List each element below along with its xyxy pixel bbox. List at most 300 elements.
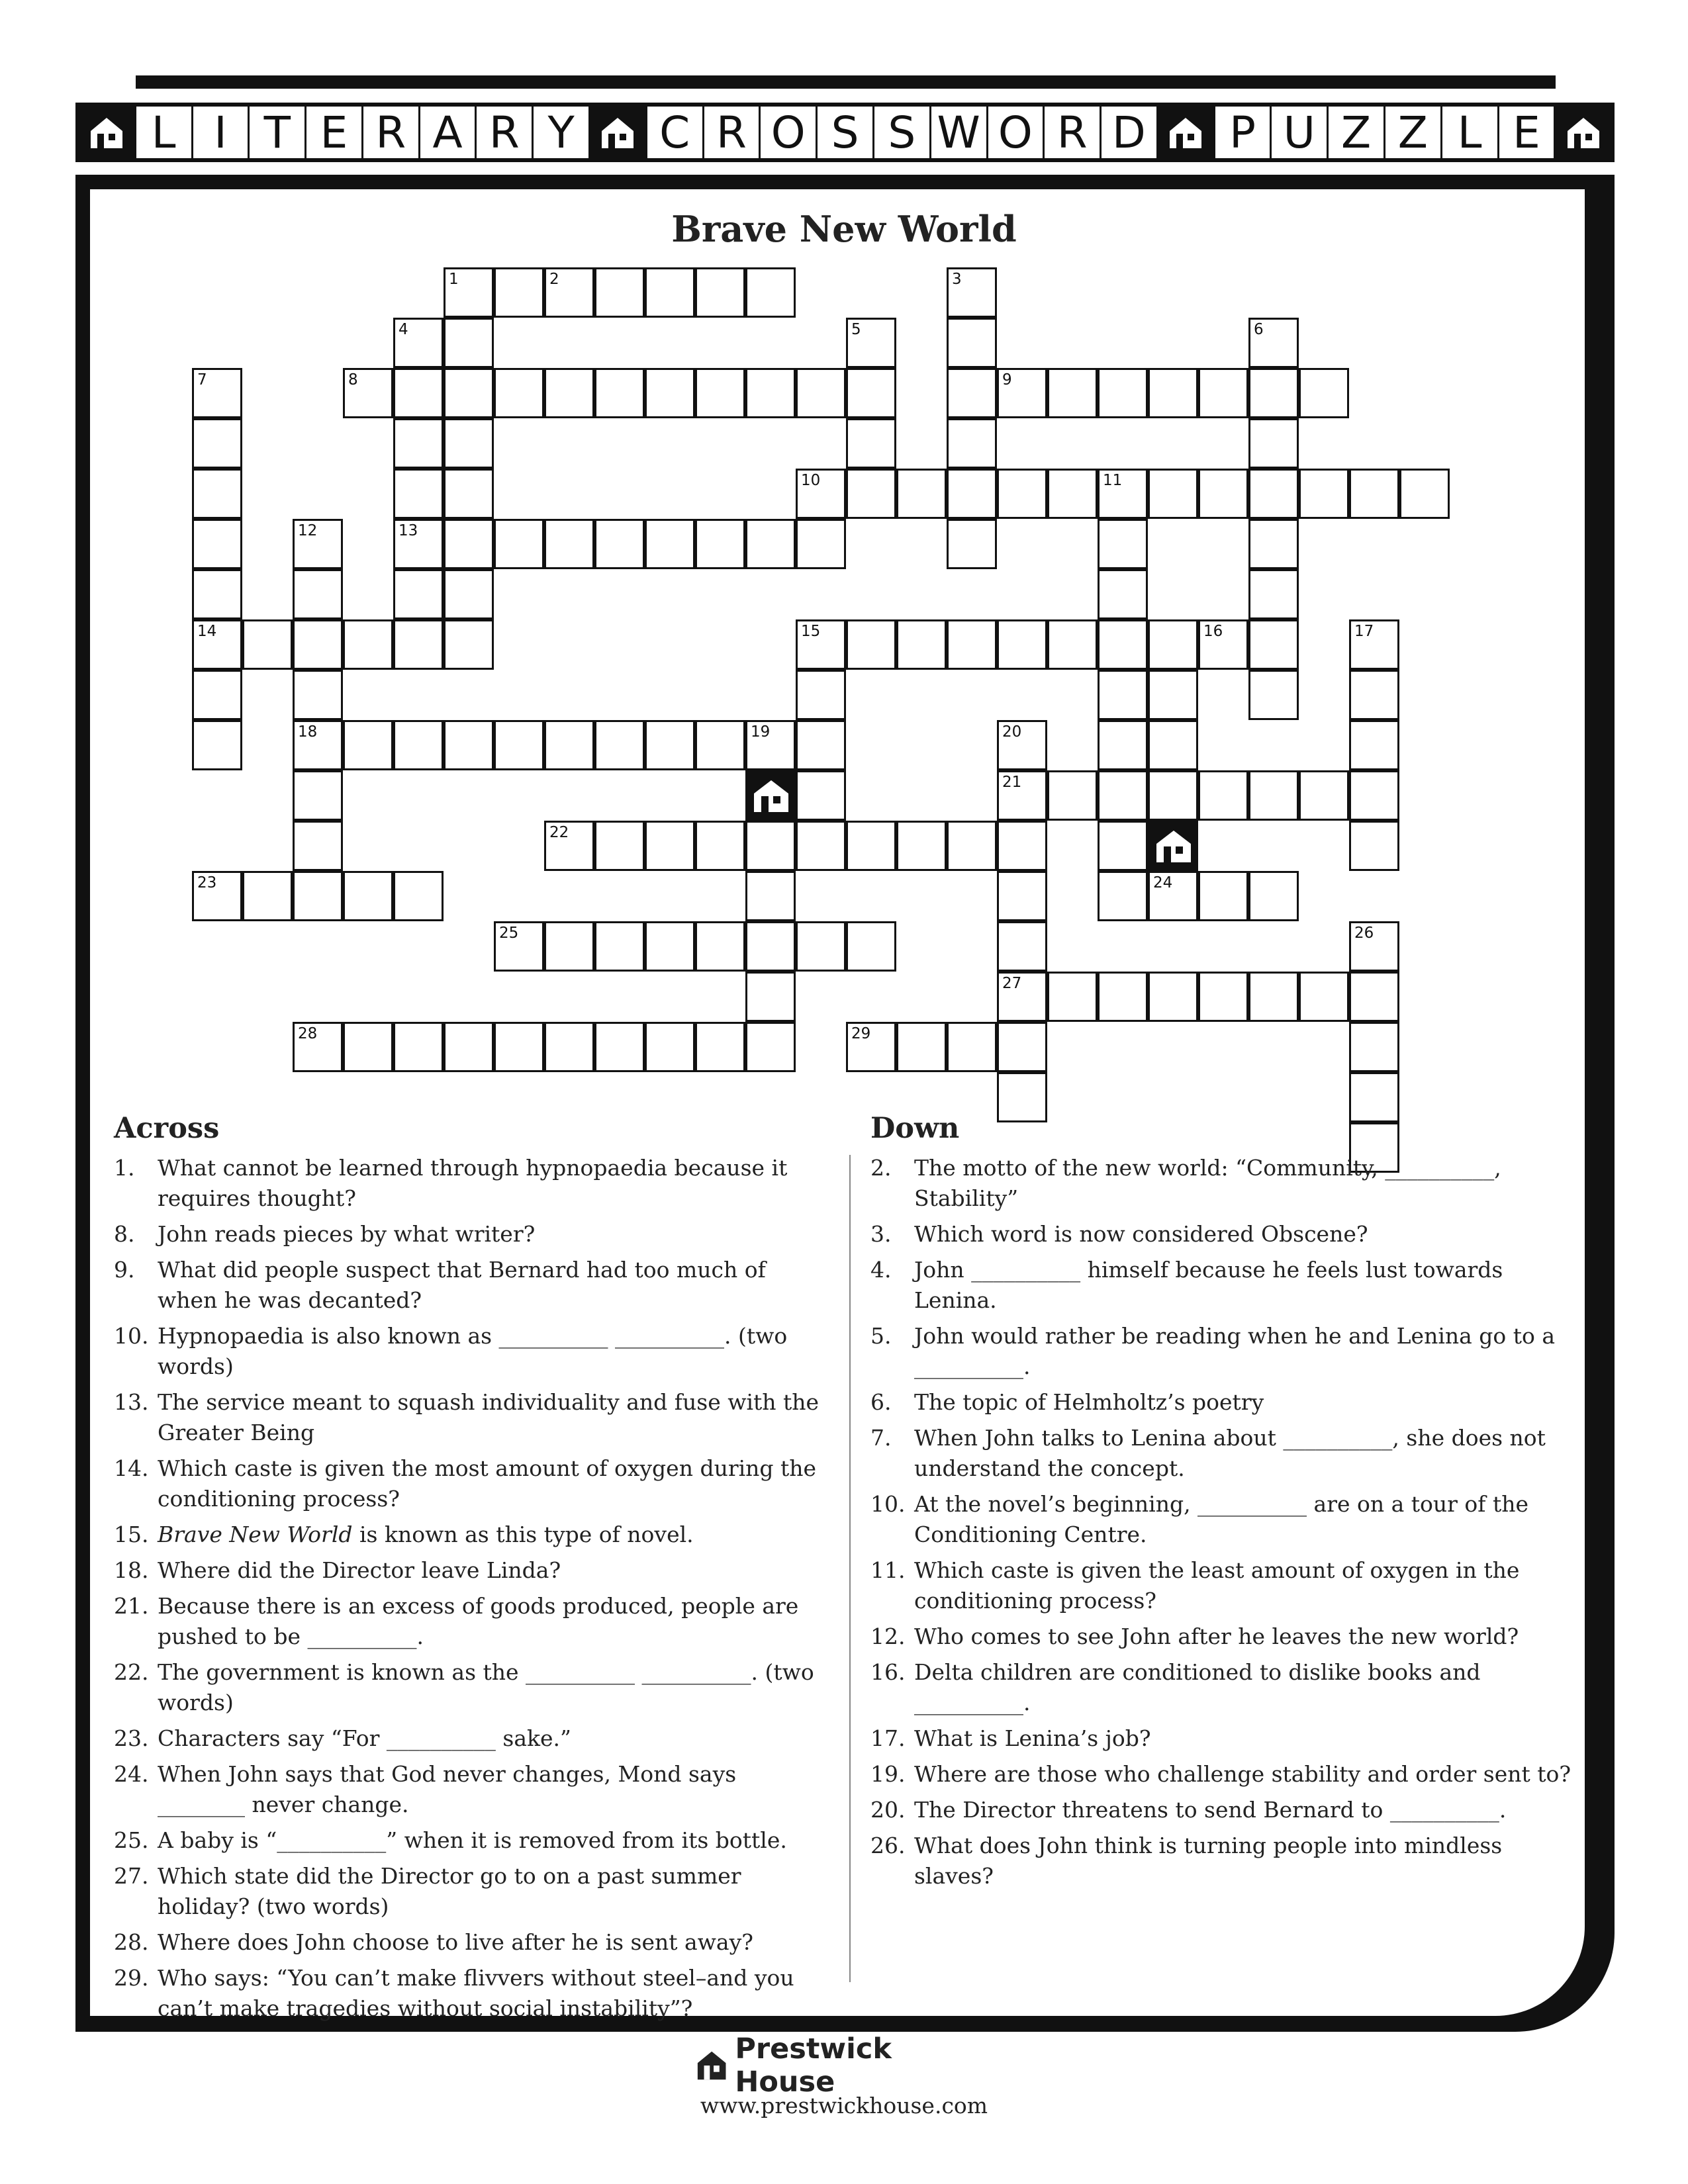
clue-number: 2 xyxy=(549,271,559,288)
crossword-cell[interactable] xyxy=(343,720,393,770)
crossword-cell[interactable] xyxy=(1198,368,1248,418)
across-clue xyxy=(114,1153,829,1214)
clue-number: 22 xyxy=(549,824,569,841)
clue-number: 5 xyxy=(851,321,861,338)
crossword-cell[interactable] xyxy=(947,418,997,469)
crossword-cell[interactable] xyxy=(293,569,343,619)
crossword-cell[interactable] xyxy=(1098,619,1148,670)
crossword-cell[interactable] xyxy=(1098,821,1148,871)
crossword-cell[interactable] xyxy=(1248,519,1299,569)
crossword-cell[interactable] xyxy=(192,720,242,770)
clue-number-label: 15. xyxy=(114,1522,149,1547)
crossword-cell[interactable] xyxy=(796,469,846,519)
crossword-cell[interactable] xyxy=(645,368,695,418)
clue-number: 14 xyxy=(197,623,217,640)
crossword-cell[interactable] xyxy=(947,318,997,368)
crossword-cell[interactable] xyxy=(947,469,997,519)
crossword-cell[interactable] xyxy=(1349,720,1399,770)
crossword-cell[interactable] xyxy=(695,267,745,318)
crossword-cell[interactable] xyxy=(444,267,494,318)
crossword-cell[interactable] xyxy=(997,921,1047,972)
prestwick-house-logo-icon xyxy=(695,2048,728,2083)
banner-letter: L xyxy=(136,107,193,158)
crossword-cell[interactable] xyxy=(846,418,896,469)
crossword-cell[interactable] xyxy=(1248,368,1299,418)
clue-number: 19 xyxy=(751,723,771,741)
crossword-cell[interactable] xyxy=(745,720,796,770)
crossword-cell[interactable] xyxy=(1299,972,1349,1022)
crossword-cell[interactable] xyxy=(1248,569,1299,619)
crossword-cell[interactable] xyxy=(1248,469,1299,519)
down-clue xyxy=(870,1489,1572,1550)
crossword-cell[interactable] xyxy=(393,619,444,670)
banner-letter: Y xyxy=(534,107,590,158)
crossword-cell[interactable] xyxy=(997,469,1047,519)
crossword-cell[interactable] xyxy=(1349,770,1399,821)
crossword-cell[interactable] xyxy=(1299,368,1349,418)
crossword-cell[interactable] xyxy=(544,267,594,318)
down-clue xyxy=(870,1657,1572,1718)
crossword-cell[interactable] xyxy=(695,519,745,569)
crossword-cell[interactable] xyxy=(1098,720,1148,770)
crossword-cell[interactable] xyxy=(594,720,645,770)
crossword-cell[interactable] xyxy=(393,418,444,469)
across-clue xyxy=(114,1219,829,1250)
crossword-cell[interactable] xyxy=(544,519,594,569)
crossword-cell[interactable] xyxy=(1148,871,1198,921)
clue-number: 25 xyxy=(499,925,519,942)
clue-number-label: 16. xyxy=(870,1659,906,1685)
logo-block-cell xyxy=(745,770,796,821)
crossword-cell[interactable] xyxy=(745,921,796,972)
clue-number-label: 19. xyxy=(870,1761,906,1787)
crossword-cell[interactable] xyxy=(947,368,997,418)
crossword-cell[interactable] xyxy=(1148,770,1198,821)
crossword-cell[interactable] xyxy=(192,670,242,720)
crossword-cell[interactable] xyxy=(997,619,1047,670)
across-clue xyxy=(114,1861,829,1922)
banner-letter: Z xyxy=(1385,107,1442,158)
crossword-cell[interactable] xyxy=(645,519,695,569)
crossword-cell[interactable] xyxy=(444,569,494,619)
top-rule xyxy=(136,75,1556,89)
crossword-cell[interactable] xyxy=(695,921,745,972)
clue-text: Characters say “For __________ sake.” xyxy=(158,1725,571,1751)
banner-letter: U xyxy=(1272,107,1329,158)
crossword-cell[interactable] xyxy=(1399,469,1450,519)
crossword-cell[interactable] xyxy=(293,1022,343,1072)
crossword-cell[interactable] xyxy=(192,619,242,670)
crossword-cell[interactable] xyxy=(1349,469,1399,519)
clue-text: Which word is now considered Obscene? xyxy=(914,1221,1368,1247)
crossword-cell[interactable] xyxy=(1148,720,1198,770)
crossword-cell[interactable] xyxy=(796,670,846,720)
across-clue xyxy=(114,1255,829,1316)
crossword-cell[interactable] xyxy=(343,1022,393,1072)
banner-letter: P xyxy=(1215,107,1272,158)
crossword-cell[interactable] xyxy=(947,619,997,670)
crossword-cell[interactable] xyxy=(997,972,1047,1022)
crossword-cell[interactable] xyxy=(594,368,645,418)
crossword-cell[interactable] xyxy=(745,871,796,921)
crossword-cell[interactable] xyxy=(997,368,1047,418)
crossword-cell[interactable] xyxy=(293,519,343,569)
crossword-cell[interactable] xyxy=(997,871,1047,921)
crossword-cell[interactable] xyxy=(745,368,796,418)
crossword-cell[interactable] xyxy=(494,921,544,972)
crossword-cell[interactable] xyxy=(796,720,846,770)
crossword-cell[interactable] xyxy=(544,1022,594,1072)
crossword-cell[interactable] xyxy=(393,368,444,418)
across-heading: Across xyxy=(114,1112,220,1145)
crossword-cell[interactable] xyxy=(1198,871,1248,921)
crossword-cell[interactable] xyxy=(896,1022,947,1072)
crossword-cell[interactable] xyxy=(444,720,494,770)
crossword-cell[interactable] xyxy=(745,972,796,1022)
banner-logo-cell xyxy=(590,107,647,158)
crossword-cell[interactable] xyxy=(293,871,343,921)
crossword-cell[interactable] xyxy=(293,619,343,670)
prestwick-house-logo-icon xyxy=(1565,115,1602,150)
crossword-cell[interactable] xyxy=(192,569,242,619)
crossword-cell[interactable] xyxy=(1248,670,1299,720)
down-clue-list xyxy=(870,1153,1572,1897)
crossword-cell[interactable] xyxy=(1148,972,1198,1022)
crossword-cell[interactable] xyxy=(846,1022,896,1072)
crossword-cell[interactable] xyxy=(494,368,544,418)
clue-number: 16 xyxy=(1203,623,1223,640)
clue-number: 3 xyxy=(952,271,962,288)
crossword-cell[interactable] xyxy=(1349,1072,1399,1122)
crossword-cell[interactable] xyxy=(1248,418,1299,469)
down-clue xyxy=(870,1153,1572,1214)
crossword-cell[interactable] xyxy=(846,318,896,368)
banner-letter: R xyxy=(1045,107,1102,158)
clue-text: What cannot be learned through hypnopaedia because it requires thought? xyxy=(158,1155,788,1211)
crossword-cell[interactable] xyxy=(393,318,444,368)
crossword-cell[interactable] xyxy=(745,1022,796,1072)
crossword-cell[interactable] xyxy=(444,519,494,569)
crossword-cell[interactable] xyxy=(444,418,494,469)
crossword-cell[interactable] xyxy=(1198,619,1248,670)
crossword-cell[interactable] xyxy=(947,821,997,871)
crossword-cell[interactable] xyxy=(997,770,1047,821)
prestwick-house-logo-icon xyxy=(88,115,125,150)
banner-letter: C xyxy=(647,107,704,158)
crossword-cell[interactable] xyxy=(192,469,242,519)
across-clue xyxy=(114,1591,829,1652)
crossword-cell[interactable] xyxy=(544,368,594,418)
clue-number-label: 24. xyxy=(114,1761,149,1787)
crossword-cell[interactable] xyxy=(997,720,1047,770)
clue-text: Brave New World is known as this type of novel. xyxy=(158,1522,694,1547)
crossword-cell[interactable] xyxy=(645,1022,695,1072)
crossword-cell[interactable] xyxy=(544,720,594,770)
crossword-cell[interactable] xyxy=(796,770,846,821)
clue-number-label: 2. xyxy=(870,1155,892,1181)
banner-letter: S xyxy=(874,107,931,158)
clue-text: Which caste is given the most amount of oxygen during the conditioning process? xyxy=(158,1455,817,1512)
crossword-cell[interactable] xyxy=(393,1022,444,1072)
crossword-cell[interactable] xyxy=(1047,469,1098,519)
crossword-cell[interactable] xyxy=(444,368,494,418)
crossword-cell[interactable] xyxy=(1248,318,1299,368)
crossword-cell[interactable] xyxy=(896,469,947,519)
crossword-cell[interactable] xyxy=(192,871,242,921)
clue-number-label: 9. xyxy=(114,1257,135,1283)
banner-letter: A xyxy=(420,107,477,158)
clue-text: Because there is an excess of goods produced, people are pushed to be __________. xyxy=(158,1593,799,1649)
crossword-cell[interactable] xyxy=(544,821,594,871)
crossword-cell[interactable] xyxy=(1098,519,1148,569)
crossword-cell[interactable] xyxy=(594,519,645,569)
clue-text: At the novel’s beginning, __________ are on a tour of the Conditioning Centre. xyxy=(914,1491,1529,1547)
banner-letter: R xyxy=(477,107,534,158)
crossword-cell[interactable] xyxy=(1299,770,1349,821)
crossword-cell[interactable] xyxy=(444,619,494,670)
crossword-cell[interactable] xyxy=(444,1022,494,1072)
crossword-cell[interactable] xyxy=(293,670,343,720)
clue-number: 13 xyxy=(399,522,418,539)
prestwick-house-logo-icon xyxy=(751,778,791,813)
down-clue xyxy=(870,1723,1572,1754)
down-clue xyxy=(870,1387,1572,1418)
crossword-cell[interactable] xyxy=(594,921,645,972)
clue-text: John reads pieces by what writer? xyxy=(158,1221,536,1247)
clue-text: The topic of Helmholtz’s poetry xyxy=(914,1389,1264,1415)
crossword-cell[interactable] xyxy=(745,519,796,569)
crossword-cell[interactable] xyxy=(1349,670,1399,720)
crossword-cell[interactable] xyxy=(1047,770,1098,821)
across-clue xyxy=(114,1963,829,2024)
crossword-cell[interactable] xyxy=(343,871,393,921)
crossword-cell[interactable] xyxy=(1047,619,1098,670)
clue-number-label: 3. xyxy=(870,1221,892,1247)
clue-number-label: 29. xyxy=(114,1965,149,1991)
crossword-cell[interactable] xyxy=(1349,619,1399,670)
crossword-cell[interactable] xyxy=(997,821,1047,871)
across-clue xyxy=(114,1657,829,1718)
crossword-cell[interactable] xyxy=(846,921,896,972)
crossword-cell[interactable] xyxy=(343,368,393,418)
crossword-cell[interactable] xyxy=(796,921,846,972)
crossword-cell[interactable] xyxy=(393,569,444,619)
crossword-cell[interactable] xyxy=(947,267,997,318)
crossword-cell[interactable] xyxy=(796,368,846,418)
crossword-cell[interactable] xyxy=(695,821,745,871)
crossword-cell[interactable] xyxy=(947,1022,997,1072)
crossword-cell[interactable] xyxy=(846,469,896,519)
crossword-cell[interactable] xyxy=(645,720,695,770)
crossword-cell[interactable] xyxy=(1098,469,1148,519)
crossword-cell[interactable] xyxy=(1148,469,1198,519)
banner-logo-cell xyxy=(1556,107,1611,158)
crossword-cell[interactable] xyxy=(544,921,594,972)
crossword-cell[interactable] xyxy=(494,1022,544,1072)
crossword-cell[interactable] xyxy=(242,619,293,670)
crossword-cell[interactable] xyxy=(1148,368,1198,418)
prestwick-house-logo-icon xyxy=(599,115,636,150)
clue-number: 17 xyxy=(1354,623,1374,640)
clue-text: A baby is “__________” when it is removed from its bottle. xyxy=(158,1827,787,1853)
clue-text: The service meant to squash individuality and fuse with the Greater Being xyxy=(158,1389,820,1445)
crossword-cell[interactable] xyxy=(192,418,242,469)
clue-number: 9 xyxy=(1002,371,1012,388)
across-clue-list xyxy=(114,1153,829,2029)
crossword-cell[interactable] xyxy=(1148,670,1198,720)
crossword-cell[interactable] xyxy=(293,720,343,770)
crossword-cell[interactable] xyxy=(1198,469,1248,519)
clue-number-label: 23. xyxy=(114,1725,149,1751)
crossword-cell[interactable] xyxy=(1349,821,1399,871)
crossword-cell[interactable] xyxy=(846,368,896,418)
clue-number: 26 xyxy=(1354,925,1374,942)
crossword-cell[interactable] xyxy=(1098,569,1148,619)
clue-divider xyxy=(849,1155,851,1982)
clue-number: 18 xyxy=(298,723,318,741)
prestwick-house-logo-icon xyxy=(1154,828,1194,864)
banner-letter: Z xyxy=(1329,107,1385,158)
clue-number-label: 1. xyxy=(114,1155,135,1181)
clue-number-label: 20. xyxy=(870,1797,906,1823)
clue-text: John __________ himself because he feels lust towards Lenina. xyxy=(914,1257,1503,1313)
crossword-cell[interactable] xyxy=(745,267,796,318)
crossword-cell[interactable] xyxy=(393,469,444,519)
clue-number: 29 xyxy=(851,1025,871,1042)
title-banner xyxy=(75,103,1615,162)
down-clue xyxy=(870,1621,1572,1652)
clue-number-label: 10. xyxy=(114,1323,149,1349)
crossword-cell[interactable] xyxy=(494,519,544,569)
crossword-cell[interactable] xyxy=(796,821,846,871)
clue-text: The government is known as the __________ __________. (two words) xyxy=(158,1659,814,1715)
across-clue xyxy=(114,1321,829,1382)
clue-number-label: 26. xyxy=(870,1833,906,1858)
crossword-cell[interactable] xyxy=(796,619,846,670)
crossword-cell[interactable] xyxy=(695,368,745,418)
crossword-cell[interactable] xyxy=(1047,972,1098,1022)
footer-logo xyxy=(695,2032,993,2099)
across-clue xyxy=(114,1759,829,1820)
crossword-cell[interactable] xyxy=(293,821,343,871)
crossword-cell[interactable] xyxy=(1198,972,1248,1022)
clue-number: 8 xyxy=(348,371,358,388)
crossword-cell[interactable] xyxy=(695,1022,745,1072)
crossword-cell[interactable] xyxy=(1098,670,1148,720)
down-clue xyxy=(870,1219,1572,1250)
crossword-cell[interactable] xyxy=(645,267,695,318)
crossword-cell[interactable] xyxy=(242,871,293,921)
across-clue xyxy=(114,1927,829,1958)
clue-number-label: 4. xyxy=(870,1257,892,1283)
clue-number: 15 xyxy=(801,623,821,640)
crossword-cell[interactable] xyxy=(1198,770,1248,821)
banner-letter: O xyxy=(988,107,1045,158)
banner-letter: T xyxy=(250,107,306,158)
crossword-cell[interactable] xyxy=(1098,368,1148,418)
crossword-cell[interactable] xyxy=(846,821,896,871)
crossword-cell[interactable] xyxy=(444,469,494,519)
banner-letter: O xyxy=(761,107,818,158)
crossword-cell[interactable] xyxy=(343,619,393,670)
clue-text: Which caste is given the least amount of oxygen in the conditioning process? xyxy=(914,1557,1520,1614)
crossword-cell[interactable] xyxy=(1248,871,1299,921)
crossword-cell[interactable] xyxy=(494,267,544,318)
crossword-cell[interactable] xyxy=(896,619,947,670)
crossword-cell[interactable] xyxy=(192,368,242,418)
crossword-cell[interactable] xyxy=(1098,972,1148,1022)
crossword-cell[interactable] xyxy=(645,821,695,871)
banner-letter: R xyxy=(704,107,761,158)
clue-text: What is Lenina’s job? xyxy=(914,1725,1151,1751)
crossword-cell[interactable] xyxy=(1248,770,1299,821)
crossword-cell[interactable] xyxy=(997,1072,1047,1122)
crossword-cell[interactable] xyxy=(192,519,242,569)
crossword-cell[interactable] xyxy=(1098,871,1148,921)
clue-number-label: 6. xyxy=(870,1389,892,1415)
crossword-cell[interactable] xyxy=(947,519,997,569)
crossword-cell[interactable] xyxy=(393,519,444,569)
crossword-cell[interactable] xyxy=(1148,619,1198,670)
clue-text: The motto of the new world: “Community, __________, Stability” xyxy=(914,1155,1501,1211)
clue-number: 21 xyxy=(1002,774,1022,791)
crossword-cell[interactable] xyxy=(594,1022,645,1072)
crossword-cell[interactable] xyxy=(393,720,444,770)
crossword-cell[interactable] xyxy=(1047,368,1098,418)
across-clue xyxy=(114,1453,829,1514)
clue-number: 27 xyxy=(1002,975,1022,992)
crossword-cell[interactable] xyxy=(1349,921,1399,972)
banner-letter: D xyxy=(1102,107,1158,158)
logo-block-cell xyxy=(1148,821,1198,871)
crossword-cell[interactable] xyxy=(1248,972,1299,1022)
banner-letter: L xyxy=(1442,107,1499,158)
crossword-cell[interactable] xyxy=(494,720,544,770)
crossword-cell[interactable] xyxy=(1098,770,1148,821)
clue-number: 23 xyxy=(197,874,217,891)
crossword-cell[interactable] xyxy=(293,770,343,821)
banner-letter: E xyxy=(1499,107,1556,158)
banner-logo-cell xyxy=(1158,107,1215,158)
crossword-cell[interactable] xyxy=(645,921,695,972)
clue-text: Who comes to see John after he leaves the new world? xyxy=(914,1623,1519,1649)
crossword-cell[interactable] xyxy=(444,318,494,368)
clue-number-label: 17. xyxy=(870,1725,906,1751)
crossword-cell[interactable] xyxy=(594,267,645,318)
crossword-cell[interactable] xyxy=(393,871,444,921)
crossword-cell[interactable] xyxy=(695,720,745,770)
crossword-cell[interactable] xyxy=(846,619,896,670)
crossword-cell[interactable] xyxy=(896,821,947,871)
crossword-cell[interactable] xyxy=(745,821,796,871)
clue-text: What does John think is turning people into mindless slaves? xyxy=(914,1833,1503,1889)
crossword-cell[interactable] xyxy=(1349,972,1399,1022)
footer-url: www.prestwickhouse.com xyxy=(700,2093,988,2118)
crossword-cell[interactable] xyxy=(1299,469,1349,519)
crossword-cell[interactable] xyxy=(796,519,846,569)
clue-text: Which state did the Director go to on a past summer holiday? (two words) xyxy=(158,1863,741,1919)
crossword-cell[interactable] xyxy=(594,821,645,871)
crossword-cell[interactable] xyxy=(997,1022,1047,1072)
clue-number-label: 22. xyxy=(114,1659,149,1685)
clue-number: 12 xyxy=(298,522,318,539)
crossword-cell[interactable] xyxy=(1349,1022,1399,1072)
clue-number: 10 xyxy=(801,472,821,489)
banner-logo-cell xyxy=(79,107,136,158)
clue-text: When John talks to Lenina about __________, she does not understand the concept. xyxy=(914,1425,1546,1481)
crossword-cell[interactable] xyxy=(1248,619,1299,670)
clue-number-label: 27. xyxy=(114,1863,149,1889)
